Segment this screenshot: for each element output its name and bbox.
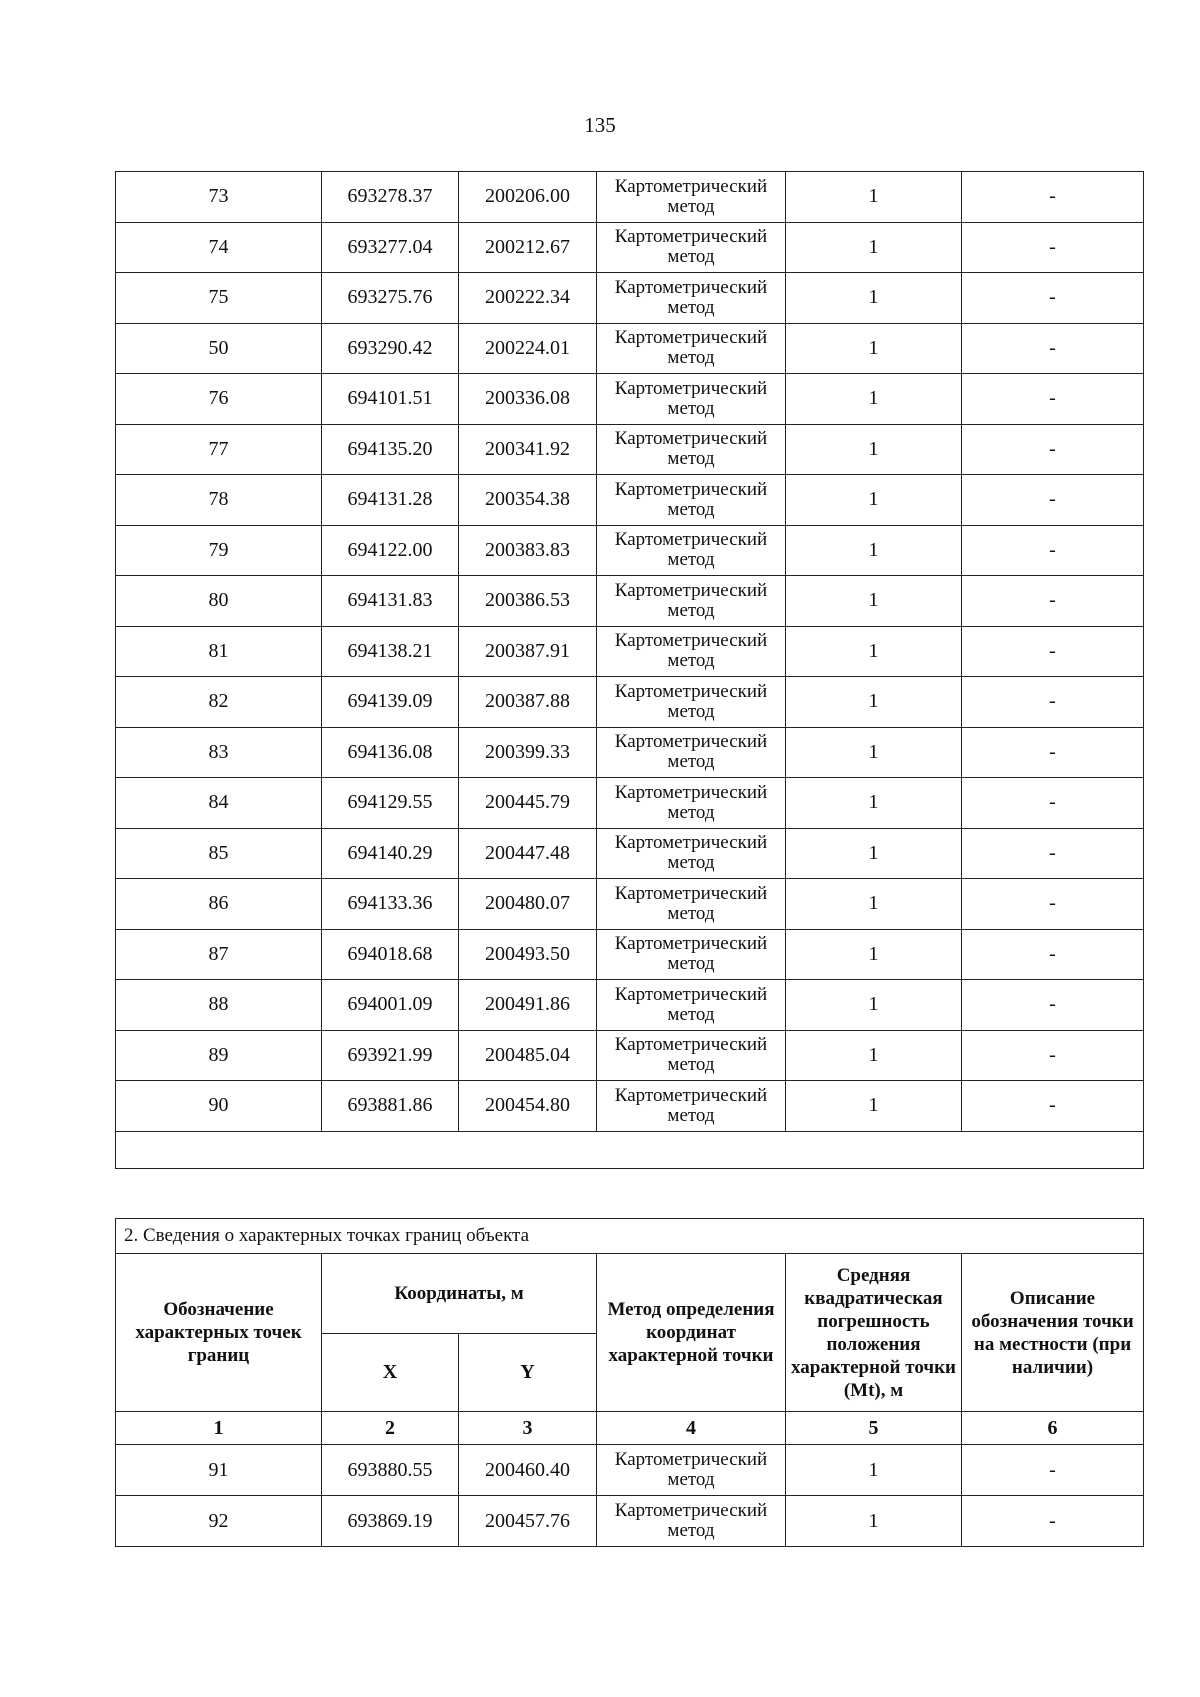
table-row	[116, 980, 1144, 1031]
point-cell: 75	[116, 273, 322, 324]
description-cell: -	[962, 929, 1144, 980]
error-cell: 1	[786, 828, 962, 879]
description-cell: -	[962, 273, 1144, 324]
point-cell: 79	[116, 525, 322, 576]
x-cell: 693880.55	[322, 1445, 459, 1496]
y-cell: 200212.67	[459, 222, 597, 273]
method-cell: Картометрический метод	[597, 172, 786, 223]
error-cell: 1	[786, 273, 962, 324]
header-desc: Описание обозначения точки на местности (при наличии)	[962, 1254, 1144, 1412]
x-cell: 694133.36	[322, 879, 459, 930]
x-cell: 694129.55	[322, 778, 459, 829]
error-cell: 1	[786, 576, 962, 627]
error-cell: 1	[786, 475, 962, 526]
y-cell: 200387.91	[459, 626, 597, 677]
coordinates-table-continued	[115, 171, 1144, 1169]
table-row	[116, 374, 1144, 425]
column-number: 2	[322, 1412, 459, 1445]
error-cell: 1	[786, 525, 962, 576]
table-row	[116, 576, 1144, 627]
y-cell: 200457.76	[459, 1496, 597, 1547]
empty-cell	[116, 1131, 1144, 1168]
point-cell: 90	[116, 1081, 322, 1132]
point-cell: 87	[116, 929, 322, 980]
method-cell: Картометрический метод	[597, 626, 786, 677]
method-cell: Картометрический метод	[597, 374, 786, 425]
method-cell: Картометрический метод	[597, 677, 786, 728]
error-cell: 1	[786, 172, 962, 223]
header-x: X	[322, 1334, 459, 1412]
y-cell: 200480.07	[459, 879, 597, 930]
y-cell: 200460.40	[459, 1445, 597, 1496]
x-cell: 694135.20	[322, 424, 459, 475]
header-coords: Координаты, м	[322, 1254, 597, 1334]
method-cell: Картометрический метод	[597, 273, 786, 324]
x-cell: 694131.28	[322, 475, 459, 526]
description-cell: -	[962, 626, 1144, 677]
error-cell: 1	[786, 222, 962, 273]
description-cell: -	[962, 778, 1144, 829]
x-cell: 694122.00	[322, 525, 459, 576]
description-cell: -	[962, 222, 1144, 273]
table-row	[116, 727, 1144, 778]
description-cell: -	[962, 727, 1144, 778]
description-cell: -	[962, 980, 1144, 1031]
error-cell: 1	[786, 879, 962, 930]
description-cell: -	[962, 475, 1144, 526]
empty-row	[116, 1131, 1144, 1168]
x-cell: 694101.51	[322, 374, 459, 425]
column-number: 5	[786, 1412, 962, 1445]
column-number: 6	[962, 1412, 1144, 1445]
y-cell: 200386.53	[459, 576, 597, 627]
header-point: Обозначение характерных точек границ	[116, 1254, 322, 1412]
point-cell: 86	[116, 879, 322, 930]
table-row	[116, 828, 1144, 879]
table-row	[116, 879, 1144, 930]
y-cell: 200454.80	[459, 1081, 597, 1132]
column-number: 4	[597, 1412, 786, 1445]
description-cell: -	[962, 1030, 1144, 1081]
point-cell: 83	[116, 727, 322, 778]
y-cell: 200222.34	[459, 273, 597, 324]
x-cell: 693881.86	[322, 1081, 459, 1132]
table-row	[116, 475, 1144, 526]
table-row	[116, 778, 1144, 829]
y-cell: 200336.08	[459, 374, 597, 425]
method-cell: Картометрический метод	[597, 475, 786, 526]
table-row	[116, 1445, 1144, 1496]
table-row	[116, 1496, 1144, 1547]
page-number: 135	[584, 113, 616, 137]
point-cell: 73	[116, 172, 322, 223]
table-row	[116, 424, 1144, 475]
point-cell: 92	[116, 1496, 322, 1547]
boundary-points-table-body	[116, 1219, 1144, 1547]
point-cell: 81	[116, 626, 322, 677]
point-cell: 74	[116, 222, 322, 273]
description-cell: -	[962, 677, 1144, 728]
error-cell: 1	[786, 374, 962, 425]
header-method: Метод определения координат характерной точки	[597, 1254, 786, 1412]
description-cell: -	[962, 424, 1144, 475]
x-cell: 693869.19	[322, 1496, 459, 1547]
table-row	[116, 626, 1144, 677]
method-cell: Картометрический метод	[597, 1445, 786, 1496]
error-cell: 1	[786, 727, 962, 778]
method-cell: Картометрический метод	[597, 828, 786, 879]
description-cell: -	[962, 374, 1144, 425]
point-cell: 76	[116, 374, 322, 425]
x-cell: 693278.37	[322, 172, 459, 223]
y-cell: 200354.38	[459, 475, 597, 526]
x-cell: 694140.29	[322, 828, 459, 879]
error-cell: 1	[786, 677, 962, 728]
method-cell: Картометрический метод	[597, 323, 786, 374]
error-cell: 1	[786, 424, 962, 475]
table-title-row	[116, 1219, 1144, 1254]
method-cell: Картометрический метод	[597, 727, 786, 778]
column-number: 3	[459, 1412, 597, 1445]
y-cell: 200224.01	[459, 323, 597, 374]
point-cell: 77	[116, 424, 322, 475]
method-cell: Картометрический метод	[597, 929, 786, 980]
method-cell: Картометрический метод	[597, 778, 786, 829]
method-cell: Картометрический метод	[597, 576, 786, 627]
point-cell: 78	[116, 475, 322, 526]
error-cell: 1	[786, 778, 962, 829]
error-cell: 1	[786, 1030, 962, 1081]
table-row	[116, 323, 1144, 374]
point-cell: 50	[116, 323, 322, 374]
method-cell: Картометрический метод	[597, 1081, 786, 1132]
x-cell: 694131.83	[322, 576, 459, 627]
x-cell: 693277.04	[322, 222, 459, 273]
y-cell: 200206.00	[459, 172, 597, 223]
column-number: 1	[116, 1412, 322, 1445]
point-cell: 80	[116, 576, 322, 627]
boundary-points-table	[115, 1218, 1144, 1547]
description-cell: -	[962, 1081, 1144, 1132]
header-row	[116, 1254, 1144, 1334]
y-cell: 200387.88	[459, 677, 597, 728]
header-error: Средняя квадратическая погрешность положения характерной точки (Mt), м	[786, 1254, 962, 1412]
description-cell: -	[962, 323, 1144, 374]
table-title: 2. Сведения о характерных точках границ объекта	[116, 1219, 1144, 1254]
description-cell: -	[962, 879, 1144, 930]
description-cell: -	[962, 576, 1144, 627]
description-cell: -	[962, 525, 1144, 576]
point-cell: 82	[116, 677, 322, 728]
y-cell: 200445.79	[459, 778, 597, 829]
method-cell: Картометрический метод	[597, 1030, 786, 1081]
method-cell: Картометрический метод	[597, 525, 786, 576]
table-row	[116, 273, 1144, 324]
method-cell: Картометрический метод	[597, 980, 786, 1031]
point-cell: 89	[116, 1030, 322, 1081]
method-cell: Картометрический метод	[597, 424, 786, 475]
x-cell: 693275.76	[322, 273, 459, 324]
method-cell: Картометрический метод	[597, 1496, 786, 1547]
x-cell: 694001.09	[322, 980, 459, 1031]
description-cell: -	[962, 1445, 1144, 1496]
error-cell: 1	[786, 1081, 962, 1132]
header-y: Y	[459, 1334, 597, 1412]
table-row	[116, 929, 1144, 980]
point-cell: 91	[116, 1445, 322, 1496]
y-cell: 200383.83	[459, 525, 597, 576]
y-cell: 200493.50	[459, 929, 597, 980]
error-cell: 1	[786, 626, 962, 677]
x-cell: 694018.68	[322, 929, 459, 980]
y-cell: 200399.33	[459, 727, 597, 778]
error-cell: 1	[786, 980, 962, 1031]
table-row	[116, 222, 1144, 273]
x-cell: 693290.42	[322, 323, 459, 374]
error-cell: 1	[786, 1496, 962, 1547]
table-row	[116, 1030, 1144, 1081]
description-cell: -	[962, 1496, 1144, 1547]
table-row	[116, 1081, 1144, 1132]
x-cell: 694136.08	[322, 727, 459, 778]
method-cell: Картометрический метод	[597, 222, 786, 273]
point-cell: 84	[116, 778, 322, 829]
y-cell: 200341.92	[459, 424, 597, 475]
error-cell: 1	[786, 929, 962, 980]
y-cell: 200447.48	[459, 828, 597, 879]
table-row	[116, 677, 1144, 728]
x-cell: 693921.99	[322, 1030, 459, 1081]
error-cell: 1	[786, 1445, 962, 1496]
error-cell: 1	[786, 323, 962, 374]
x-cell: 694139.09	[322, 677, 459, 728]
description-cell: -	[962, 828, 1144, 879]
column-numbers-row	[116, 1412, 1144, 1445]
method-cell: Картометрический метод	[597, 879, 786, 930]
coordinates-table-body	[116, 172, 1144, 1169]
point-cell: 88	[116, 980, 322, 1031]
y-cell: 200485.04	[459, 1030, 597, 1081]
description-cell: -	[962, 172, 1144, 223]
table-row	[116, 525, 1144, 576]
x-cell: 694138.21	[322, 626, 459, 677]
table-row	[116, 172, 1144, 223]
y-cell: 200491.86	[459, 980, 597, 1031]
point-cell: 85	[116, 828, 322, 879]
